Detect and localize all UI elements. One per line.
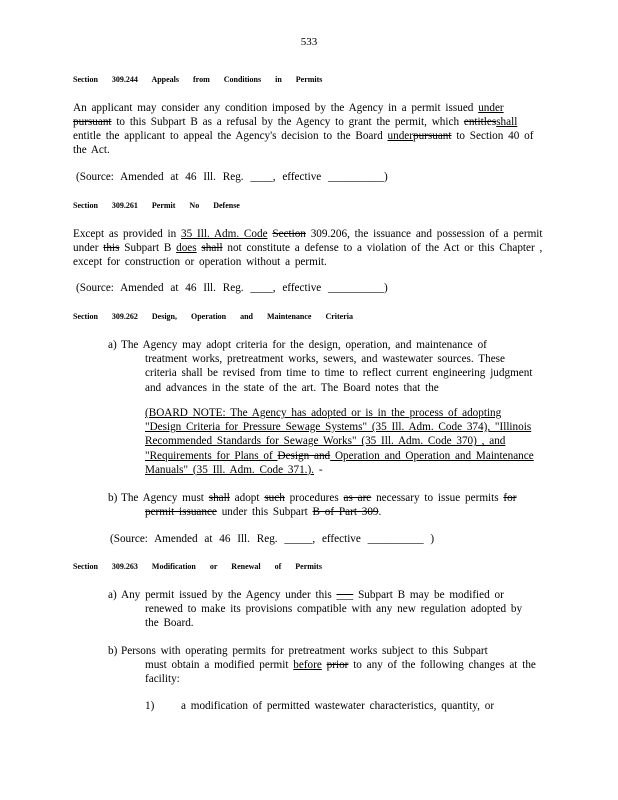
list-label: a)	[108, 339, 117, 351]
item-line	[121, 366, 541, 380]
text-run: .	[378, 506, 382, 519]
text-run: a modification of permitted wastewater characteristics, quantity, or	[181, 700, 495, 712]
list-item-b	[121, 644, 541, 687]
inserted-text: under	[478, 102, 504, 114]
inserted-text: does	[176, 242, 197, 254]
deleted-text: as are	[343, 492, 372, 504]
item-line	[121, 338, 541, 352]
source-note: (Source: Amended at 46 Ill. Reg. ____, effective __________)	[76, 282, 388, 294]
inserted-text: shall	[496, 116, 518, 128]
deleted-text: permit issuance	[145, 506, 217, 519]
inserted-text: under	[387, 130, 413, 142]
text-run: Except as provided in	[73, 228, 182, 240]
item-line	[121, 602, 541, 616]
text-run: The Agency may adopt criteria for the design, operation, and maintenance of	[121, 339, 487, 351]
item-line	[121, 616, 541, 630]
para-line	[73, 129, 543, 143]
text-run: -	[314, 463, 323, 476]
para-line	[73, 143, 543, 157]
deleted-text: shall	[201, 242, 223, 254]
list-item-1	[181, 699, 541, 713]
deleted-text: this	[103, 242, 120, 254]
text-run: procedures	[284, 492, 344, 504]
note-line	[145, 420, 545, 434]
list-label: 1)	[145, 700, 155, 712]
inserted-text: Operation and Operation and Maintenance	[330, 449, 534, 462]
note-line	[145, 434, 545, 448]
text-run: Persons with operating permits for pretreatment works subject to this Subpart	[121, 645, 488, 657]
list-item-a	[121, 338, 541, 395]
text-run: Subpart B	[119, 242, 177, 254]
text-run: to Section 40 of	[451, 130, 534, 142]
text-run: renewed to make its provisions compatible with any new regulation adopted by	[145, 603, 523, 616]
board-note	[145, 406, 545, 477]
text-run: the Board.	[145, 617, 194, 630]
text-run: the Act.	[73, 144, 110, 156]
section-309-244-body	[73, 101, 543, 157]
list-item-b	[121, 491, 541, 519]
inserted-text: Recommended Standards for Sewage Works" (35 Ill. Adm. Code 370) , and	[145, 435, 506, 448]
deleted-text: B of Part 309	[312, 506, 379, 519]
note-line	[145, 463, 545, 477]
inserted-text: Manuals" (35 Ill. Adm. Code 371.).	[145, 463, 315, 476]
text-run: treatment works, pretreatment works, sewers, and wastewater sources. These	[145, 353, 505, 366]
text-run: to this Subpart B as a refusal by the Agency to grant the permit, which	[111, 116, 464, 128]
text-run: Any permit issued by the Agency under this	[121, 589, 337, 601]
item-line	[121, 505, 541, 519]
list-label: b)	[108, 492, 118, 504]
section-heading-309-261: Section 309.261 Permit No Defense	[73, 201, 240, 210]
text-run: 309.206, the issuance and possession of a permit	[305, 228, 543, 240]
section-heading-309-244: Section 309.244 Appeals from Conditions in Permits	[73, 75, 323, 84]
deleted-text: prior	[326, 659, 349, 672]
deleted-text: pursuant	[73, 116, 112, 128]
item-line	[121, 491, 541, 505]
section-heading-309-262: Section 309.262 Design, Operation and Maintenance Criteria	[73, 312, 353, 321]
text-run: facility:	[145, 673, 180, 686]
deleted-text: shall	[208, 492, 230, 504]
text-run: adopt	[229, 492, 265, 504]
text-run: under this Subpart	[216, 506, 313, 519]
list-label: b)	[108, 645, 118, 657]
para-line	[73, 101, 543, 115]
deleted-text: entitles	[463, 116, 497, 128]
text-run: Subpart B may be modified or	[353, 589, 504, 601]
source-note: (Source: Amended at 46 Ill. Reg. ____, effective __________)	[76, 171, 388, 183]
item-line	[121, 644, 541, 658]
list-label: a)	[108, 589, 117, 601]
deleted-text: such	[264, 492, 285, 504]
text-run: necessary to issue permits	[371, 492, 504, 504]
text-run: An applicant may consider any condition imposed by the Agency in a permit issued	[73, 102, 479, 114]
text-run: and advances in the state of the art. The Board notes that the	[145, 381, 439, 394]
text-run: except for construction or operation without a permit.	[73, 256, 327, 268]
deleted-text: Design and	[277, 449, 331, 462]
list-item-a	[121, 588, 541, 631]
text-run: must obtain a modified permit	[145, 659, 294, 672]
text-run: under	[73, 242, 104, 254]
note-line	[145, 449, 545, 463]
source-note: (Source: Amended at 46 Ill. Reg. _____, effective __________ )	[110, 533, 435, 545]
section-309-261-body	[73, 227, 543, 269]
inserted-text: (BOARD NOTE: The Agency has adopted or is in the process of adopting	[145, 407, 502, 419]
text-run: entitle the applicant to appeal the Agency's decision to the Board	[73, 130, 388, 142]
para-line	[73, 115, 543, 129]
inserted-text: "Design Criteria for Pressure Sewage Systems" (35 Ill. Adm. Code 374), "Illinois	[145, 421, 532, 434]
para-line	[73, 255, 543, 269]
deleted-text: for	[503, 492, 517, 504]
text-run: criteria shall be revised from time to time to reflect current engineering judgment	[145, 367, 533, 380]
item-line	[181, 699, 541, 713]
deleted-text: Section	[272, 228, 306, 240]
item-line	[121, 588, 541, 602]
item-line	[121, 658, 541, 672]
section-heading-309-263: Section 309.263 Modification or Renewal of Permits	[73, 562, 322, 571]
item-line	[121, 381, 541, 395]
text-run: The Agency must	[121, 492, 209, 504]
deleted-text: ___	[336, 589, 354, 601]
text-run: not constitute a defense to a violation of the Act or this Chapter ,	[222, 242, 543, 254]
deleted-text: pursuant	[412, 130, 452, 142]
item-line	[121, 672, 541, 686]
para-line	[73, 227, 543, 241]
page-number: 533	[300, 36, 318, 48]
para-line	[73, 241, 543, 255]
inserted-text: "Requirements for Plans of	[145, 449, 278, 462]
inserted-text: 35 Ill. Adm. Code	[181, 228, 268, 240]
note-line	[145, 406, 545, 420]
item-line	[121, 352, 541, 366]
text-run: to any of the following changes at the	[348, 659, 536, 672]
inserted-text: before	[293, 659, 322, 672]
